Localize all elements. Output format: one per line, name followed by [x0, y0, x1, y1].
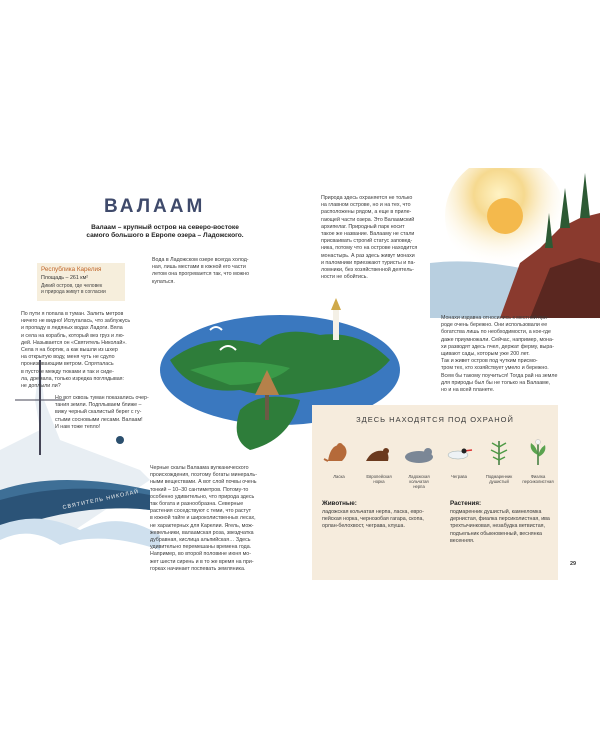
page-number: 29	[570, 561, 577, 567]
species-seal	[402, 437, 436, 489]
seal-icon	[402, 437, 436, 467]
ship-illustration	[0, 360, 160, 580]
region-info-card	[37, 263, 125, 301]
plants-heading: Растения:	[450, 500, 482, 507]
animals-list: ладожская кольчатая нерпа, ласка, евро- пейская норка, чернозобая гагара, скопа, орлан-белохвост, чеграва, клуша.	[322, 509, 424, 530]
species-mink	[362, 437, 396, 484]
region-heading: Республика Карелия	[41, 266, 102, 273]
species-label: Чеграва	[451, 474, 467, 479]
weasel-icon	[322, 437, 356, 467]
species-label: Подмаренник душистый	[485, 474, 513, 484]
species-bedstraw	[482, 437, 516, 484]
text-left-2: Но вот сквозь туман показались очер- тания земли. Подплываем ближе – вижу черный скалистый берег с гу- стыми сосновыми лесами. Валаам! И нам тоже тепло!	[55, 395, 149, 430]
violet-icon	[521, 437, 555, 467]
sunset-cliff-illustration	[430, 168, 600, 318]
text-right-top: Природа здесь охраняется не только на главном острове, но и на тех, что расположены рядом, а еще в приле- гающей части озера. Это Валаамский архипелаг. Природный парк носит такое же название. Валааму не стали присваивать строгий статус заповед- ника, потому что на острове находится монастырь. А раз здесь живут монахи и паломники приезжают туристы и па- ломники, без хозяйственной деятель- ности не обойтись.	[321, 195, 418, 281]
species-weasel	[322, 437, 356, 479]
text-left-1: По пути я попала в туман. Залить метров ничего не видно! Испугалась, что заблужусь и пропаду в ледяных водах Ладоги. Вяла и села на корабль, который вез груз и лю- дей. Называется он «Святитель Николай». Села я на бортик, а как вышли из шхер на открытую воду, меня чуть не сдуло пронизывающим ветром. Спряталась в пустоте между тюками и так и сиде- ла, дремала, только изредка поглядывая: не доплыли ли?	[21, 311, 131, 390]
text-mid-bottom: Черные скалы Валаама вулканического происхождения, поэтому богаты минераль- ными веществами. А вот слой почвы очень тонкий – 10–30 сантиметров. Потому-то особенно удивительно, что природа здесь так богата и разнообразна. Северные растения соседствуют с теми, что растут в южной тайге и широколиственных лесах, не характерных для Карелии. Ягель, мож- жевельники, валаамская роза, звездчатка дубравная, кислица альпийская… Здесь удивительно перемешаны времена года. Например, во второй половине июня мо- жет шести сирень и в то же время на при- горках начинает поспевать земляника.	[150, 465, 257, 572]
protected-heading: ЗДЕСЬ НАХОДЯТСЯ ПОД ОХРАНОЙ	[356, 415, 514, 424]
species-label: Европейская норка	[366, 474, 392, 484]
ship-name: СВЯТИТЕЛЬ НИКОЛАЙ	[62, 488, 140, 512]
page-subtitle: Валаам – крупный остров на северо-востоке самого большого в Европе озера – Ладожского.	[86, 224, 244, 240]
mink-icon	[362, 437, 396, 467]
animals-heading: Животные:	[322, 500, 357, 507]
protected-species-panel	[312, 405, 558, 580]
species-violet	[521, 437, 555, 484]
page-title: ВАЛААМ	[104, 196, 206, 217]
species-tern	[442, 437, 476, 479]
species-label: Фиалка персиколистная	[522, 474, 554, 484]
species-label: Ласка	[333, 474, 345, 479]
plants-list: подмаренник душистый, камнеломка дернистая, фиалка персиколистная, ива трехтычинковая, незабудка ветвистая, подъельник обыкновенный, веснянка весенняя.	[450, 509, 550, 544]
region-area: Площадь – 261 км²	[41, 275, 88, 281]
species-label: Ладожская кольчатая нерпа	[408, 474, 430, 489]
region-description: Дикий остров, где человек и природа живут в согласии	[41, 283, 106, 296]
text-mid-top: Вода в Ладожском озере всегда холод- ная, лишь местами в южной его части летом она прогревается так, что можно купаться.	[152, 257, 250, 285]
text-right-mid: Монахи издавна относились к местной при- роде очень бережно. Они использовали ее богатства лишь по необходимости, а кое-где даже приумножали. Сейчас, например, мона- хи разводят здесь пчел, держат ферму, выра- щивают сады, которым уже 200 лет. Так и живет остров под чутким присмо- тром тех, кто хозяйствует умело и бережно. Всем бы такому поучиться! Тогда рай на земле для природы был бы не только на Валааме, но и на всей планете.	[441, 315, 558, 394]
bedstraw-icon	[482, 437, 516, 467]
tern-icon	[442, 437, 476, 467]
